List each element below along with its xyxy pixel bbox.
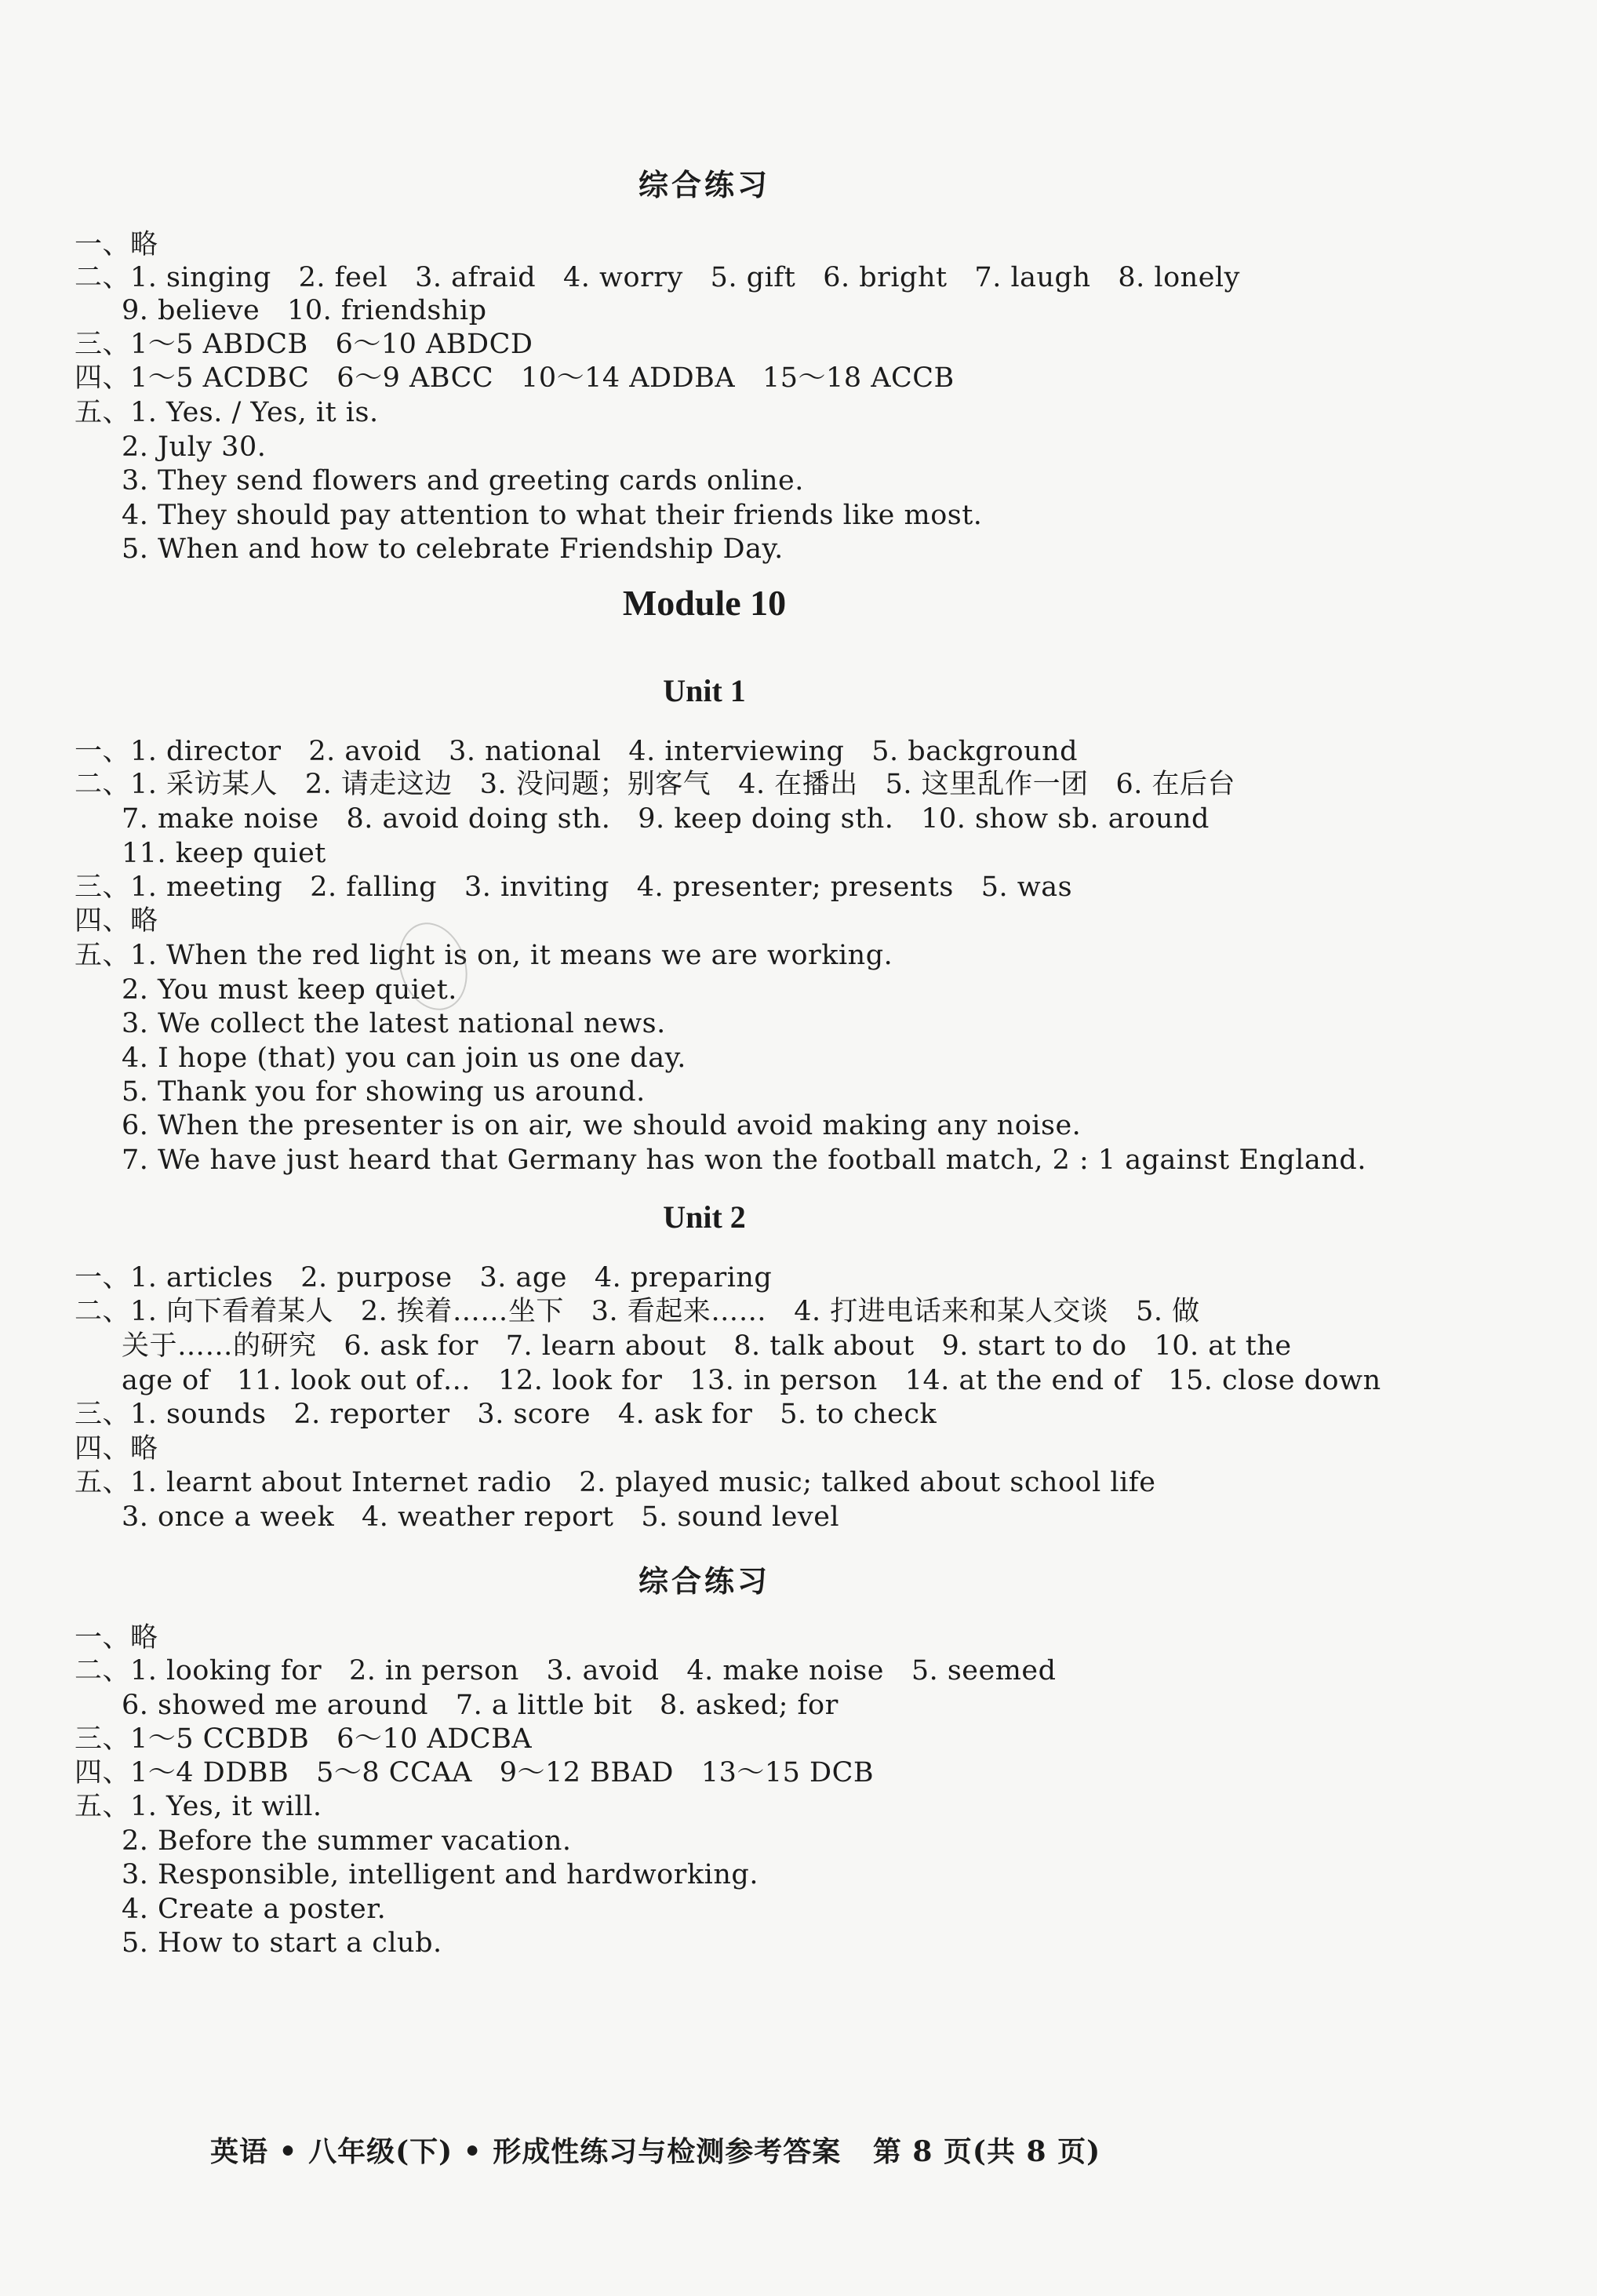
answer-line: 五、1. When the red light is on, it means we are working. <box>75 940 893 971</box>
answer-line: 3. We collect the latest national news. <box>122 1008 666 1039</box>
answer-line: 3. Responsible, intelligent and hardworking. <box>122 1859 758 1890</box>
answer-line: 四、略 <box>75 905 158 937</box>
module-title: Module 10 <box>622 583 787 623</box>
answer-line: 五、1. Yes, it will. <box>75 1791 322 1822</box>
answer-line: 11. keep quiet <box>122 838 326 869</box>
answer-line: 三、1. sounds 2. reporter 3. score 4. ask for 5. to check <box>75 1399 937 1430</box>
answer-line: 9. believe 10. friendship <box>122 295 487 326</box>
answer-line: 二、1. singing 2. feel 3. afraid 4. worry 5. gift 6. bright 7. laugh 8. lonely <box>75 262 1240 293</box>
answer-line: 2. You must keep quiet. <box>122 974 457 1006</box>
answer-line: 三、1～5 ABDCB 6～10 ABDCD <box>75 329 533 360</box>
unit-1-title: Unit 1 <box>663 673 746 708</box>
answer-line: 3. They send flowers and greeting cards online. <box>122 465 804 497</box>
answer-line: 二、1. 采访某人 2. 请走这边 3. 没问题；别客气 4. 在播出 5. 这里乱作一团 6. 在后台 <box>75 769 1235 800</box>
page-footer: 英语 • 八年级(下) • 形成性练习与检测参考答案 第 8 页(共 8 页) <box>210 2135 1101 2168</box>
answer-line: 一、略 <box>75 1622 158 1654</box>
answer-line: 2. Before the summer vacation. <box>122 1825 572 1857</box>
answer-line: 关于……的研究 6. ask for 7. learn about 8. talk about 9. start to do 10. at the <box>122 1330 1292 1362</box>
answer-line: 3. once a week 4. weather report 5. sound level <box>122 1501 840 1533</box>
answer-line: 四、1～4 DDBB 5～8 CCAA 9～12 BBAD 13～15 DCB <box>75 1757 875 1788</box>
answer-line: 7. We have just heard that Germany has won the football match, 2 : 1 against England. <box>122 1144 1366 1176</box>
section-title-comprehensive-2: 综合练习 <box>638 1563 770 1599</box>
answer-line: 五、1. Yes. / Yes, it is. <box>75 397 379 428</box>
unit-2-title: Unit 2 <box>663 1199 746 1235</box>
answer-line: 7. make noise 8. avoid doing sth. 9. keep doing sth. 10. show sb. around <box>122 803 1210 835</box>
answer-line: 一、略 <box>75 229 158 260</box>
answer-line: 5. When and how to celebrate Friendship Day. <box>122 533 784 565</box>
answer-line: 四、1～5 ACDBC 6～9 ABCC 10～14 ADDBA 15～18 ACCB <box>75 362 955 394</box>
answer-line: 6. When the presenter is on air, we should avoid making any noise. <box>122 1110 1082 1141</box>
answer-line: 二、1. 向下看着某人 2. 挨着……坐下 3. 看起来…… 4. 打进电话来和某人交谈 5. 做 <box>75 1296 1200 1327</box>
answer-line: 4. I hope (that) you can join us one day. <box>122 1042 686 1074</box>
answer-line: 三、1. meeting 2. falling 3. inviting 4. presenter; presents 5. was <box>75 871 1073 903</box>
answer-line: 5. How to start a club. <box>122 1927 442 1959</box>
answer-line: 一、1. articles 2. purpose 3. age 4. preparing <box>75 1262 773 1294</box>
answer-line: 三、1～5 CCBDB 6～10 ADCBA <box>75 1723 533 1755</box>
answer-line: 4. Create a poster. <box>122 1894 387 1925</box>
answer-line: 五、1. learnt about Internet radio 2. played music; talked about school life <box>75 1467 1156 1498</box>
answer-line: 5. Thank you for showing us around. <box>122 1076 646 1108</box>
answer-line: 4. They should pay attention to what their friends like most. <box>122 500 983 531</box>
answer-line: 二、1. looking for 2. in person 3. avoid 4. make noise 5. seemed <box>75 1655 1057 1687</box>
answer-line: 6. showed me around 7. a little bit 8. asked; for <box>122 1690 839 1721</box>
answer-line: age of 11. look out of… 12. look for 13. in person 14. at the end of 15. close down <box>122 1365 1381 1396</box>
answer-line: 一、1. director 2. avoid 3. national 4. interviewing 5. background <box>75 736 1079 767</box>
section-title-comprehensive-1: 综合练习 <box>638 167 770 202</box>
answer-line: 2. July 30. <box>122 431 267 463</box>
answer-line: 四、略 <box>75 1433 158 1465</box>
